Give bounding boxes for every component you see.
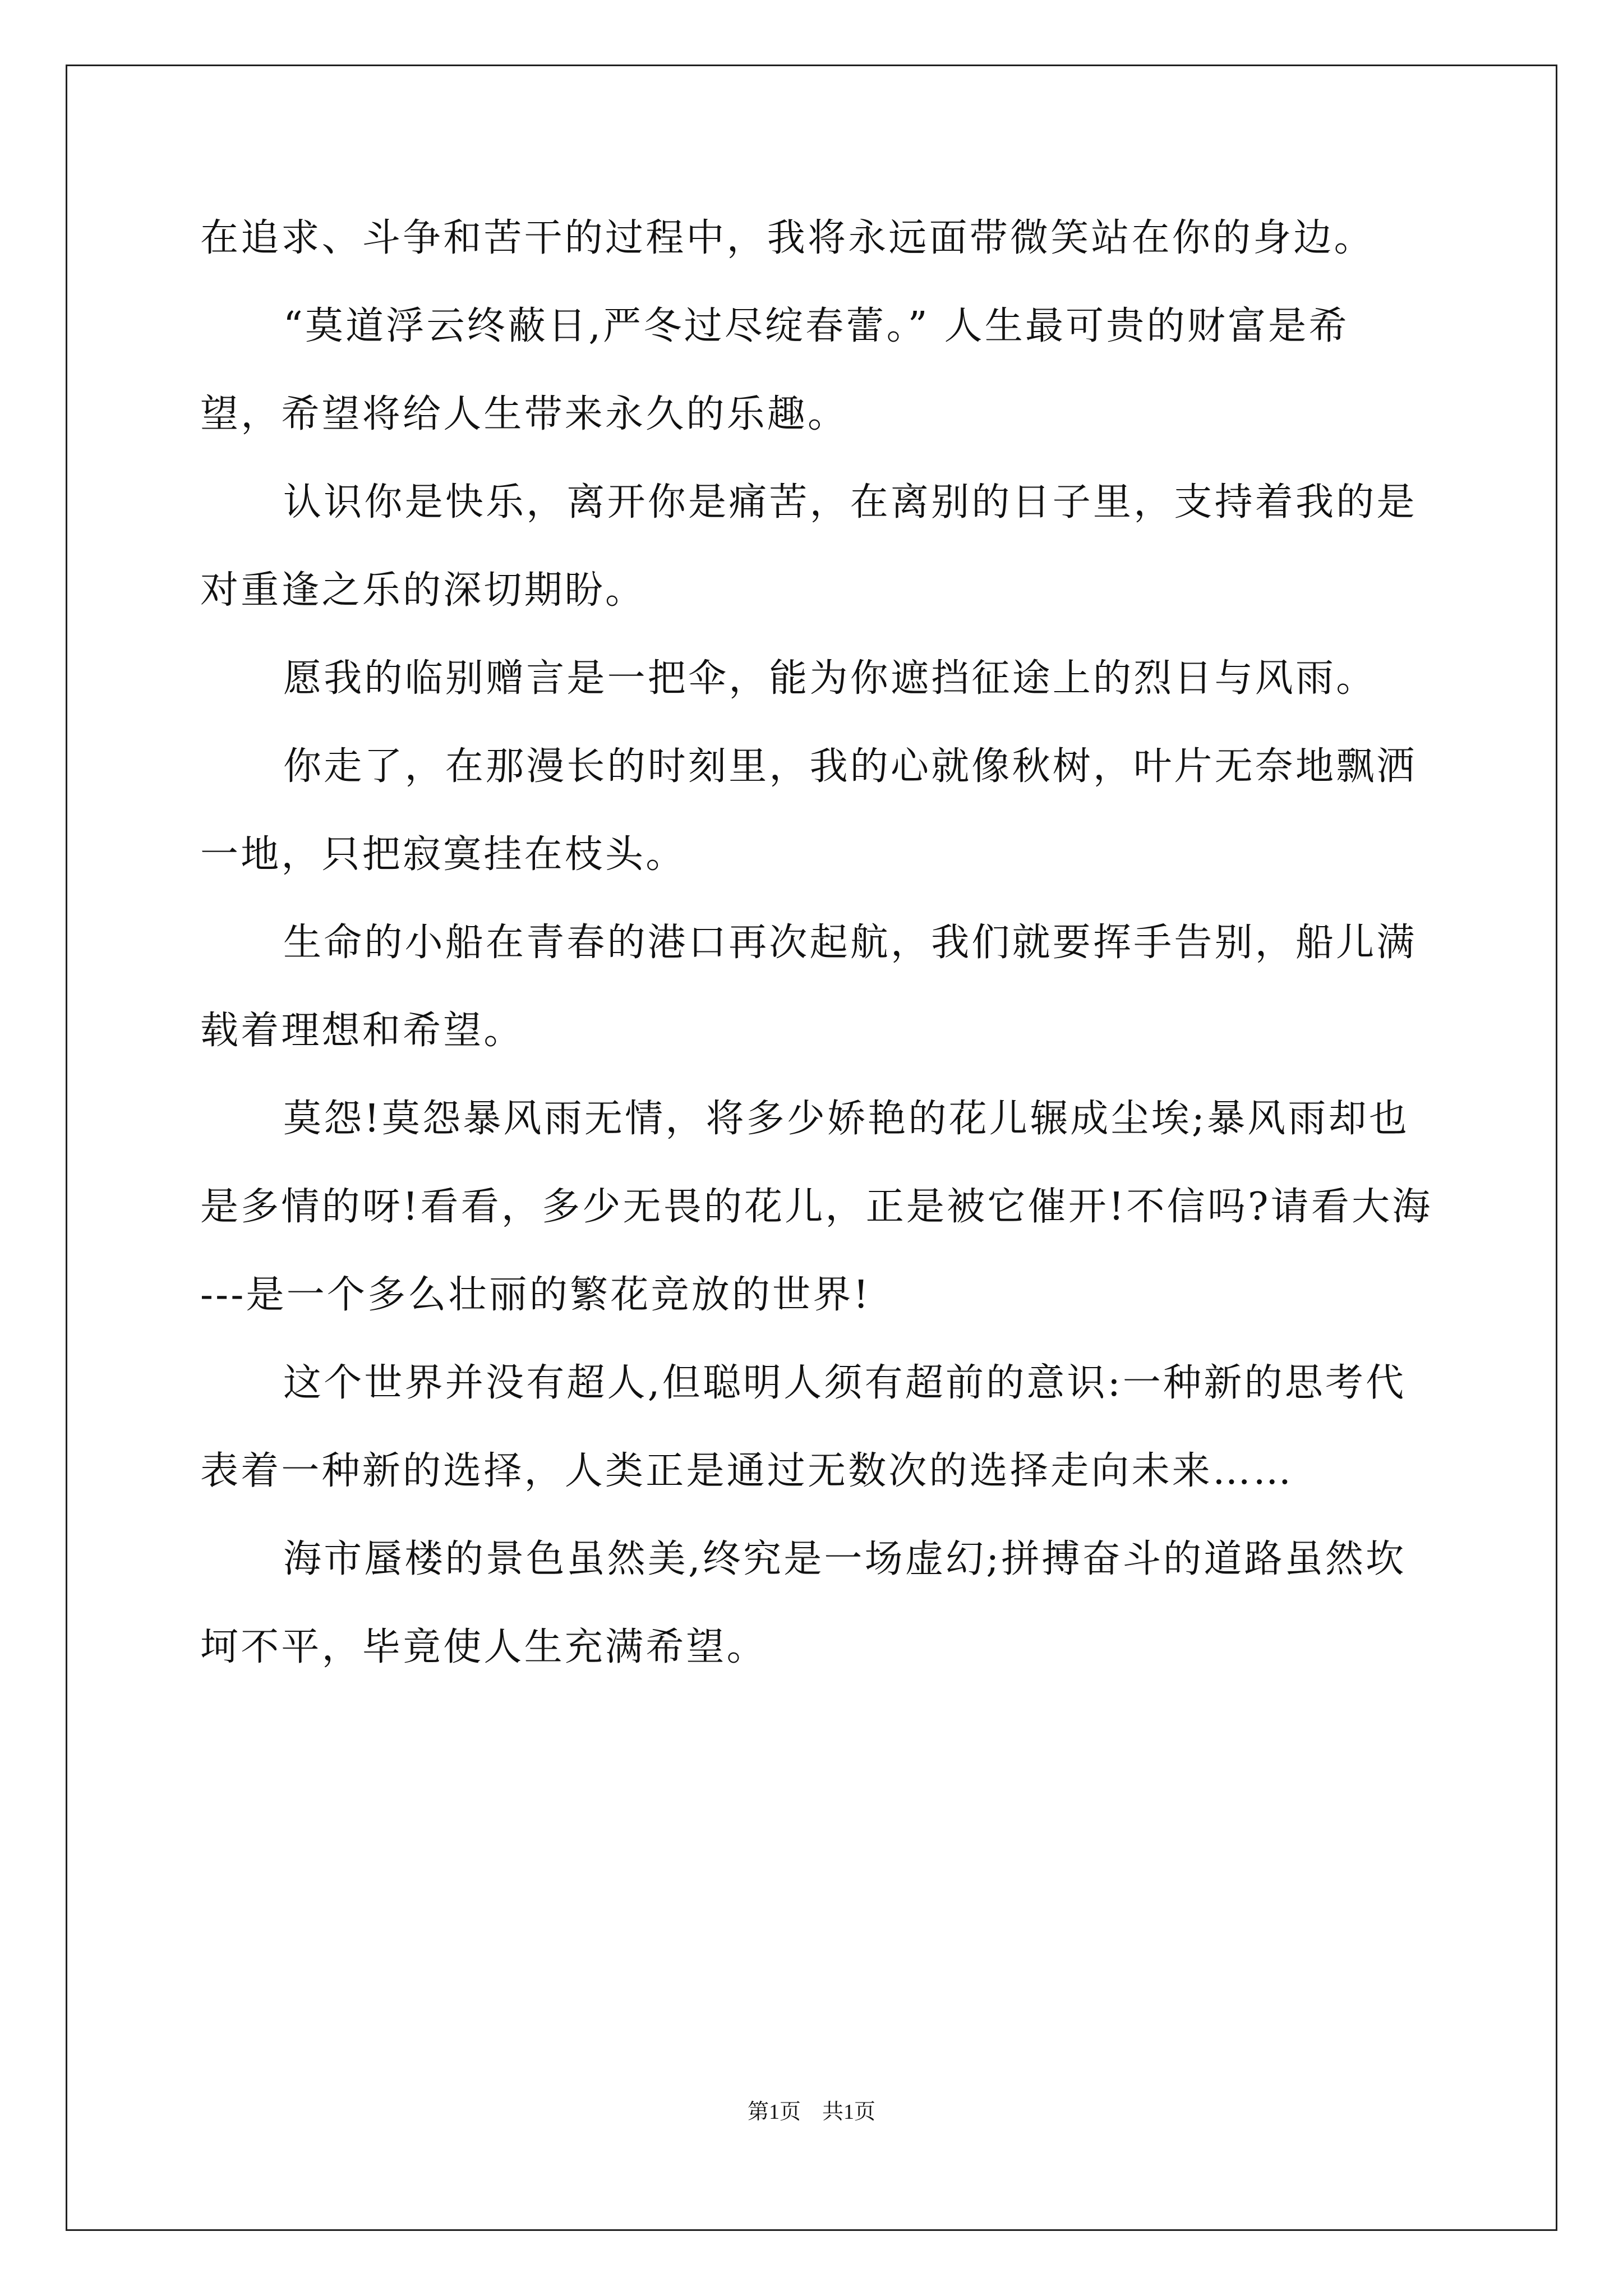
paragraph-6-line-2: 载着理想和希望。 bbox=[200, 1009, 524, 1053]
paragraph-3-line-1: 认识你是快乐，离开你是痛苦，在离别的日子里，支持着我的是 bbox=[283, 480, 1417, 524]
paragraph-5-line-2: 一地，只把寂寞挂在枝头。 bbox=[200, 832, 686, 877]
paragraph-7-line-3: ---是一个多么壮丽的繁花竞放的世界! bbox=[200, 1273, 872, 1317]
paragraph-8-line-1: 这个世界并没有超人,但聪明人须有超前的意识:一种新的思考代 bbox=[283, 1361, 1407, 1405]
paragraph-1-line-1: 在追求、斗争和苦干的过程中，我将永远面带微笑站在你的身边。 bbox=[200, 216, 1375, 260]
paragraph-9-line-1: 海市蜃楼的景色虽然美,终究是一场虚幻;拼搏奋斗的道路虽然坎 bbox=[283, 1537, 1407, 1581]
paragraph-4-line-1: 愿我的临别赠言是一把伞，能为你遮挡征途上的烈日与风雨。 bbox=[283, 656, 1377, 701]
paragraph-3-line-2: 对重逢之乐的深切期盼。 bbox=[200, 568, 646, 613]
paragraph-2-line-1: “莫道浮云终蔽日,严冬过尽绽春蕾。” 人生最可贵的财富是希 bbox=[283, 304, 1349, 348]
paragraph-9-line-2: 坷不平，毕竟使人生充满希望。 bbox=[200, 1625, 767, 1669]
paragraph-6-line-1: 生命的小船在青春的港口再次起航，我们就要挥手告别，船儿满 bbox=[283, 921, 1417, 965]
paragraph-2-line-2: 望，希望将给人生带来永久的乐趣。 bbox=[200, 392, 849, 436]
paragraph-7-line-1: 莫怨!莫怨暴风雨无情，将多少娇艳的花儿辗成尘埃;暴风雨却也 bbox=[283, 1097, 1410, 1141]
paragraph-7-line-2: 是多情的呀!看看，多少无畏的花儿，正是被它催开!不信吗?请看大海 bbox=[200, 1185, 1433, 1229]
paragraph-5-line-1: 你走了，在那漫长的时刻里，我的心就像秋树，叶片无奈地飘洒 bbox=[283, 744, 1417, 789]
page-number-footer: 第1页 共1页 bbox=[747, 2100, 875, 2124]
page-border bbox=[66, 65, 1557, 2231]
paragraph-8-line-2: 表着一种新的选择，人类正是通过无数次的选择走向未来…… bbox=[200, 1449, 1294, 1493]
